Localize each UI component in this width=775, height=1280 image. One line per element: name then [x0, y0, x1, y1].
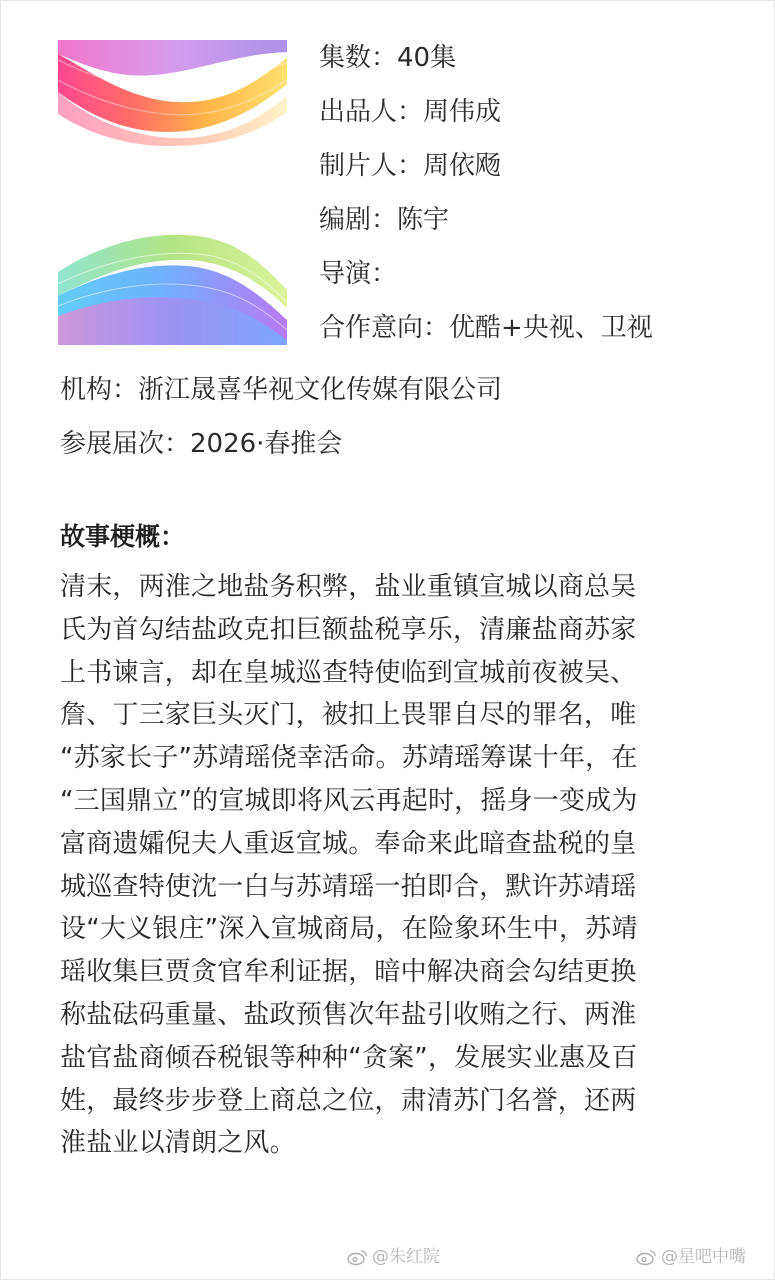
synopsis-title: 故事梗概： — [60, 522, 186, 551]
synopsis-line: 淮盐业以清朗之风。 — [60, 1128, 296, 1159]
cooperation-line: 合作意向：优酷+央视、卫视 — [319, 313, 653, 343]
synopsis-line: 瑶收集巨贾贪官牟利证据，暗中解决商会勾结更换 — [60, 957, 637, 988]
weibo-icon — [635, 1248, 657, 1266]
writer-line: 编剧：陈宇 — [319, 205, 450, 235]
synopsis-line: 姓，最终步步登上商总之位，肃清苏门名誉，还两 — [60, 1085, 637, 1116]
director-line: 导演： — [319, 259, 398, 289]
organization-line: 机构：浙江晟喜华视文化传媒有限公司 — [60, 375, 503, 405]
synopsis-line: 盐官盐商倾吞税银等种种“贪案”，发展实业惠及百 — [60, 1042, 638, 1073]
synopsis-line: 詹、丁三家巨头灭门，被扣上畏罪自尽的罪名，唯 — [60, 700, 637, 731]
producer-line: 出品人：周伟成 — [319, 97, 502, 127]
synopsis-line: 富商遗孀倪夫人重返宣城。奉命来此暗查盐税的皇 — [60, 828, 637, 859]
synopsis-line: 上书谏言，却在皇城巡查特使临到宣城前夜被吴、 — [60, 657, 637, 688]
episodes-line: 集数：40集 — [319, 43, 457, 73]
watermark-right-text: @星吧中嘴 — [661, 1247, 746, 1267]
synopsis-line: 城巡查特使沈一白与苏靖瑶一拍即合，默许苏靖瑶 — [60, 871, 637, 902]
watermark-left — [346, 1245, 440, 1269]
synopsis-line: 设“大义银庄”深入宣城商局，在险象环生中，苏靖 — [60, 914, 638, 945]
watermark-left-text: @朱红院 — [372, 1247, 440, 1267]
synopsis-line: “苏家长子”苏靖瑶侥幸活命。苏靖瑶筹谋十年，在 — [60, 743, 638, 774]
synopsis-line: 氏为首勾结盐政克扣巨额盐税享乐，清廉盐商苏家 — [60, 614, 637, 645]
ribbon-artwork — [58, 40, 287, 345]
session-line: 参展届次：2026·春推会 — [60, 429, 343, 459]
watermark-right — [635, 1245, 746, 1269]
synopsis-line: “三国鼎立”的宣城即将风云再起时，摇身一变成为 — [60, 785, 638, 816]
cover-image — [58, 40, 287, 345]
synopsis-line: 清末，两淮之地盐务积弊，盐业重镇宣城以商总吴 — [60, 572, 637, 602]
synopsis-body — [60, 566, 720, 1165]
synopsis-line: 称盐砝码重量、盐政预售次年盐引收贿之行、两淮 — [60, 999, 637, 1030]
maker-line: 制片人：周依飏 — [319, 151, 502, 181]
weibo-icon — [346, 1248, 368, 1266]
